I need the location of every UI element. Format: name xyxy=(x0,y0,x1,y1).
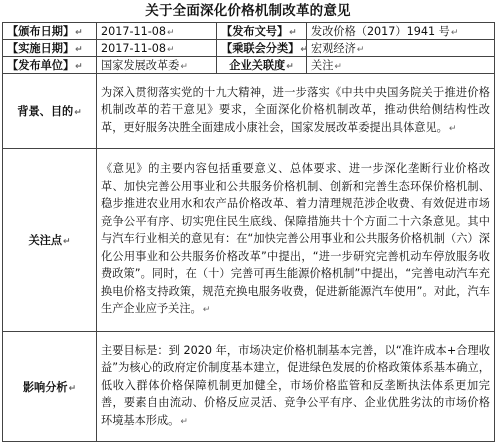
publisher-value: 国家发展改革委↵ xyxy=(97,57,217,74)
document-number-label: 【发布文号】↵ xyxy=(217,23,307,40)
section-background xyxy=(3,74,495,149)
section-impact xyxy=(3,332,495,442)
impact-label: 影响分析↵ xyxy=(3,332,97,442)
relevance-value: 关注↵ xyxy=(307,57,495,74)
issue-date-label: 【颁布日期】↵ xyxy=(3,23,97,40)
impact-text: 主要目标是：到 2020 年，市场决定价格机制基本完善，以“准许成本+合理收益”为核心的政府定价制度基本建立，促进绿色发展的价格政策体系基本确立，低收入群体价格保障机制更加健全，市场价格监管和反垄断执法体系更加完善，要素自由流动、价格反应灵活、竞争公平有序、企业优胜劣汰的市场价格环境基本形成。↵ xyxy=(97,332,495,442)
background-label: 背景、目的↵ xyxy=(3,74,97,149)
relevance-label: 企业关联度↵ xyxy=(217,57,307,74)
issue-date-value: 2017-11-08↵ xyxy=(97,23,217,40)
meta-row-publisher xyxy=(3,57,495,74)
policy-info-table xyxy=(2,22,495,442)
category-label: 【乘联会分类】↵ xyxy=(217,40,307,57)
document-number-value: 发改价格（2017）1941 号↵ xyxy=(307,23,495,40)
focus-label: 关注点↵ xyxy=(3,149,97,332)
implementation-date-value: 2017-11-08↵ xyxy=(97,40,217,57)
background-text: 为深入贯彻落实党的十九大精神，进一步落实《中共中央国务院关于推进价格机制改革的若干意见》要求，全面深化价格机制改革，推动供给侧结构性改革，更好服务决胜全面建成小康社会，国家发展改革委提出具体意见。↵ xyxy=(97,74,495,149)
section-focus xyxy=(3,149,495,332)
meta-row-dates xyxy=(3,23,495,40)
focus-text: 《意见》的主要内容包括重要意义、总体要求、进一步深化垄断行业价格改革、加快完善公用事业和公共服务价格机制、创新和完善生态环保价格机制、稳步推进农业用水和农产品价格改革、着力清理规范涉企收费、有效促进市场竞争公平有序、切实兜住民生底线、保障措施共十个方面二十六条意见。其中与汽车行业相关的意见有：在“加快完善公用事业和公共服务价格机制（六）深化公用事业和公共服务价格改革”中提出，“进一步研究完善机动车停放服务收费政策”。同时，在（十）完善可再生能源价格机制”中提出，“完善电动汽车充换电价格支持政策，规范充换电服务收费，促进新能源汽车使用”。对此，汽车生产企业应予关注。↵ xyxy=(97,149,495,332)
implementation-date-label: 【实施日期】↵ xyxy=(3,40,97,57)
category-value: 宏观经济↵ xyxy=(307,40,495,57)
meta-row-implementation xyxy=(3,40,495,57)
document-title: 关于全面深化价格机制改革的意见 xyxy=(145,3,351,19)
publisher-label: 【发布单位】↵ xyxy=(3,57,97,74)
